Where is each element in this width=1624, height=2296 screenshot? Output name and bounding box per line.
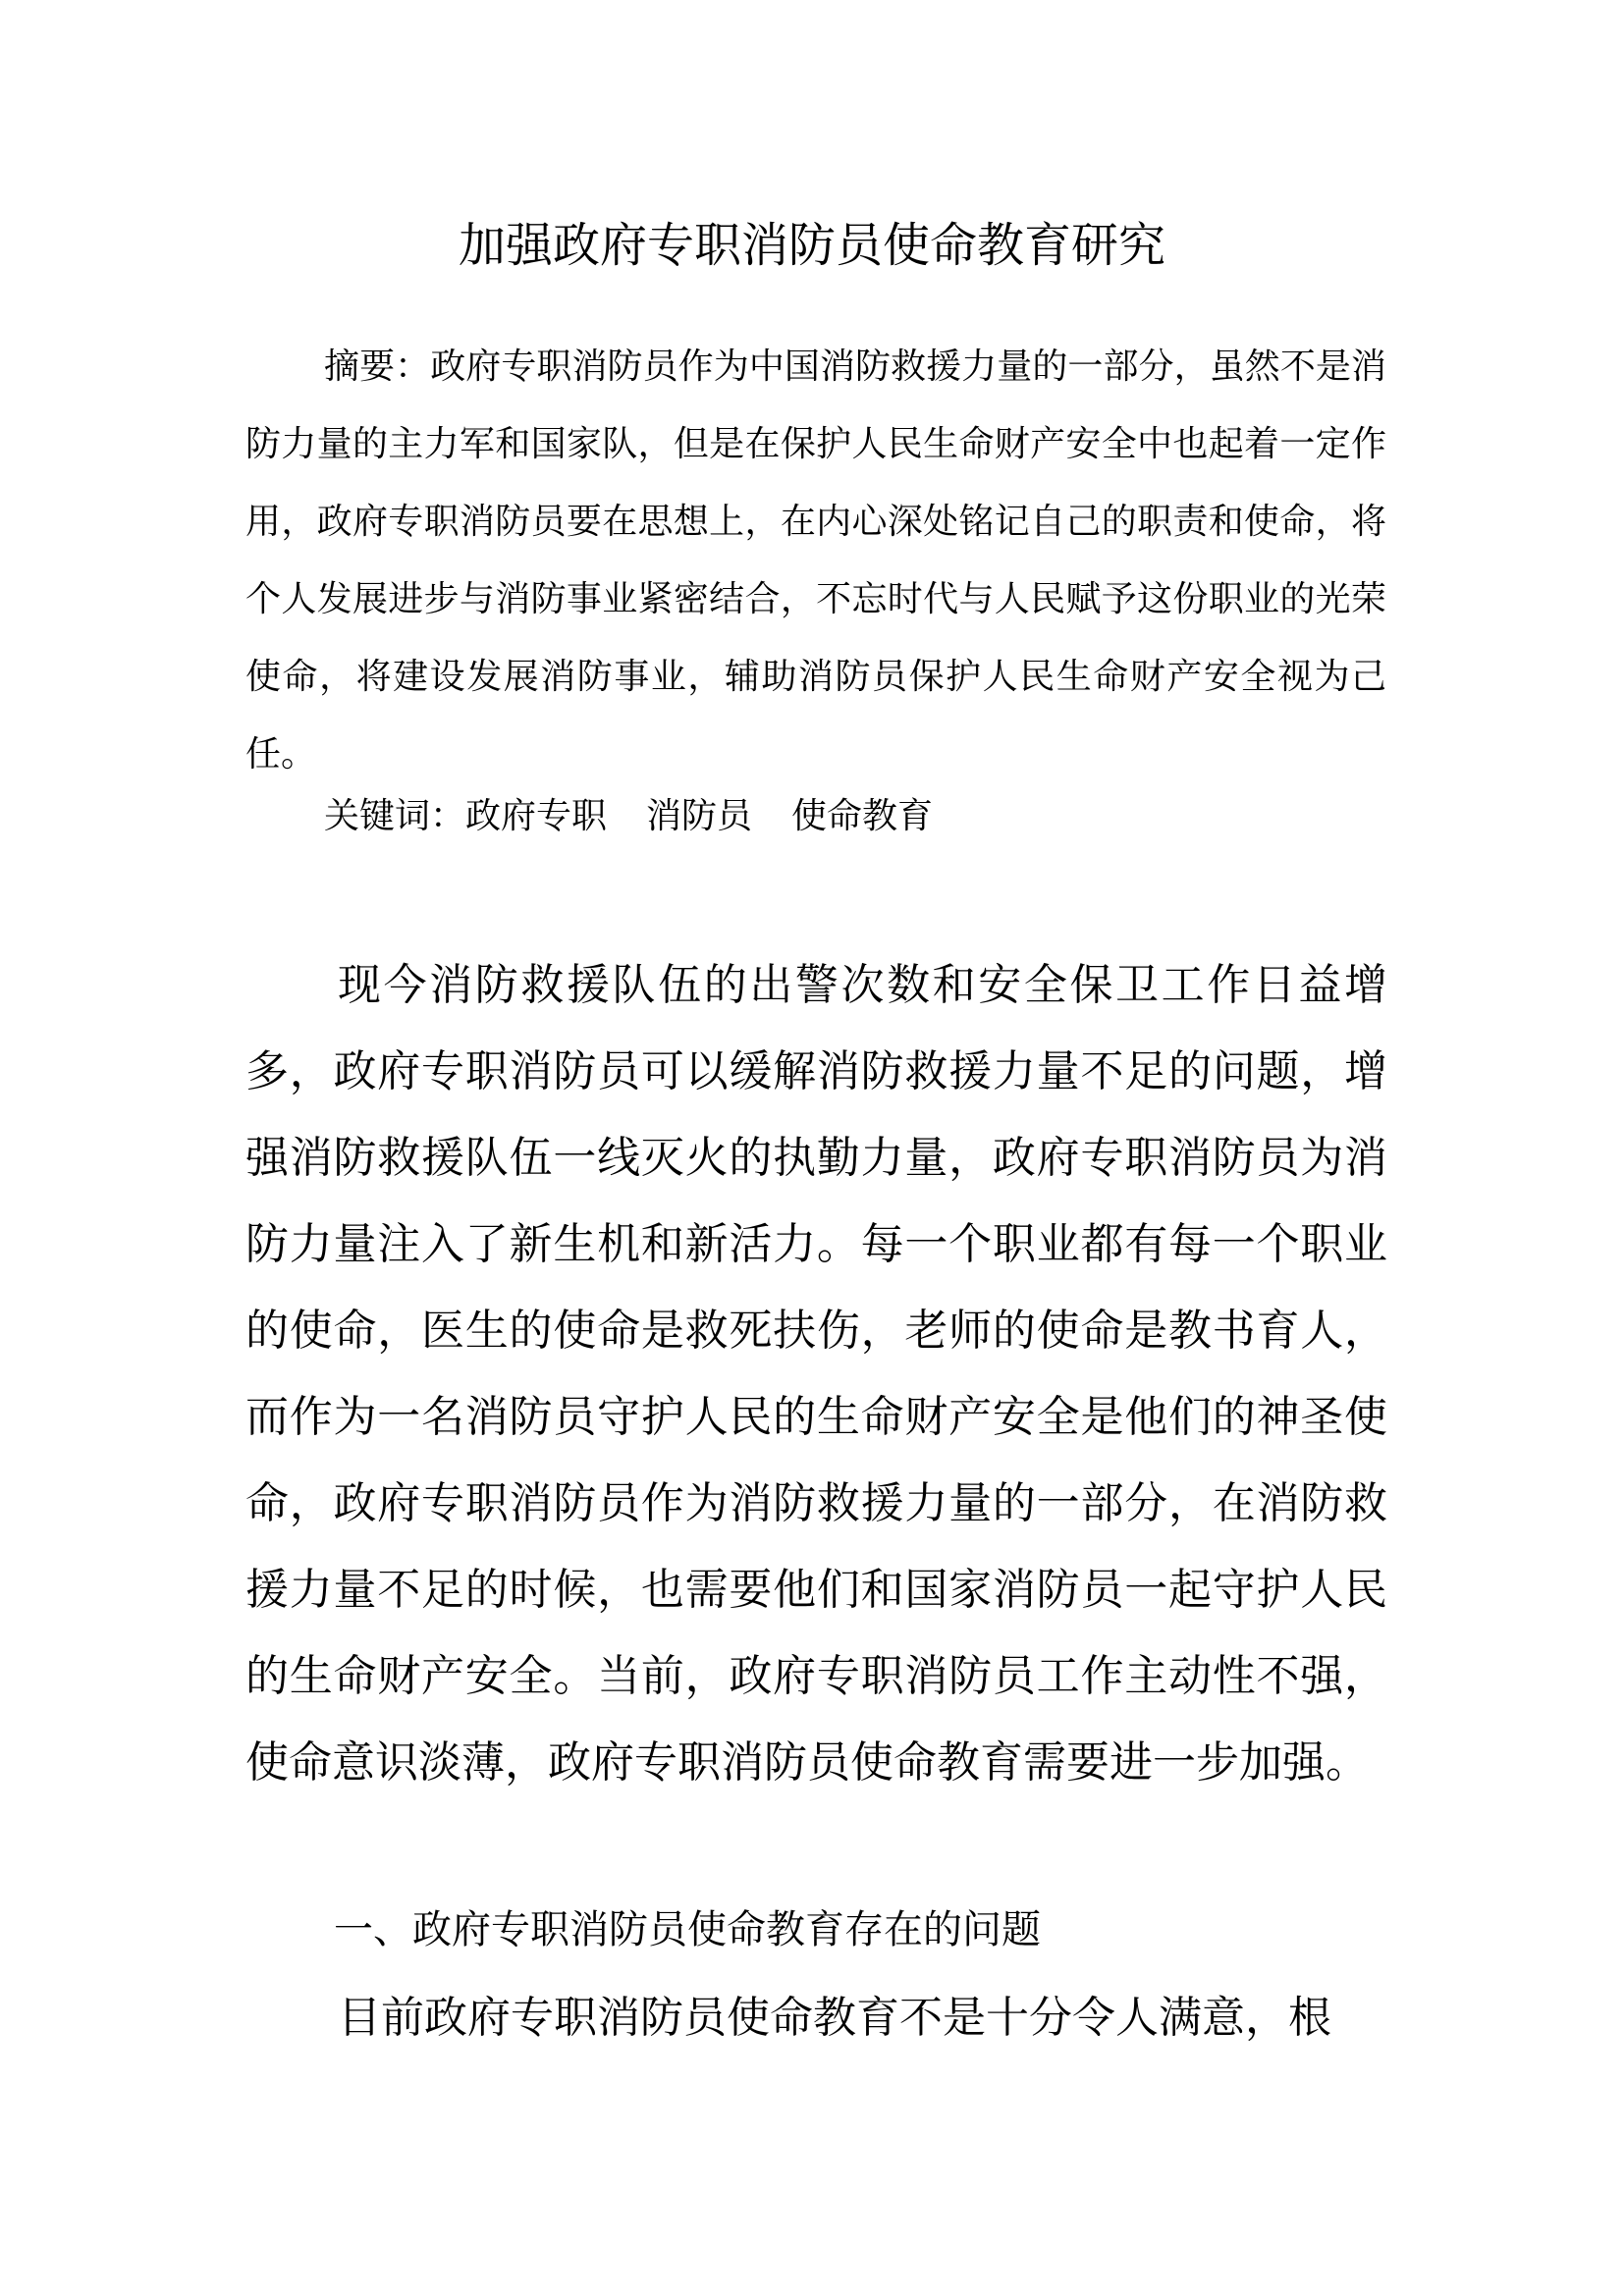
intro-paragraph: 现今消防救援队伍的出警次数和安全保卫工作日益增多，政府专职消防员可以缓解消防救援力量不足的问题，增强消防救援队伍一线灭火的执勤力量，政府专职消防员为消防力量注入了新生机和新活力。每一个职业都有每一个职业的使命，医生的使命是救死扶伤，老师的使命是教书育人，而作为一名消防员守护人民的生命财产安全是他们的神圣使命，政府专职消防员作为消防救援力量的一部分，在消防救援力量不足的时候，也需要他们和国家消防员一起守护人民的生命财产安全。当前，政府专职消防员工作主动性不强，使命意识淡薄，政府专职消防员使命教育需要进一步加强。 (245, 960, 1387, 1788)
keyword-item: 使命教育 (791, 796, 934, 836)
document-title: 加强政府专职消防员使命教育研究 (458, 218, 1165, 273)
section-paragraph: 目前政府专职消防员使命教育不是十分令人满意，根 (338, 1993, 1331, 2043)
keywords-label: 关键词： (324, 796, 466, 836)
keywords-line (324, 782, 1404, 851)
keyword-item: 消防员 (646, 796, 753, 836)
keyword-item: 政府专职 (465, 796, 608, 836)
abstract-paragraph: 摘要：政府专职消防员作为中国消防救援力量的一部分，虽然不是消防力量的主力军和国家队，但是在保护人民生命财产安全中也起着一定作用，政府专职消防员要在思想上，在内心深处铭记自己的职责和使命，将个人发展进步与消防事业紧密结合，不忘时代与人民赋予这份职业的光荣使命，将建设发展消防事业，辅助消防员保护人民生命财产安全视为己任。 (245, 347, 1386, 774)
section-heading: 一、政府专职消防员使命教育存在的问题 (334, 1907, 1041, 1952)
